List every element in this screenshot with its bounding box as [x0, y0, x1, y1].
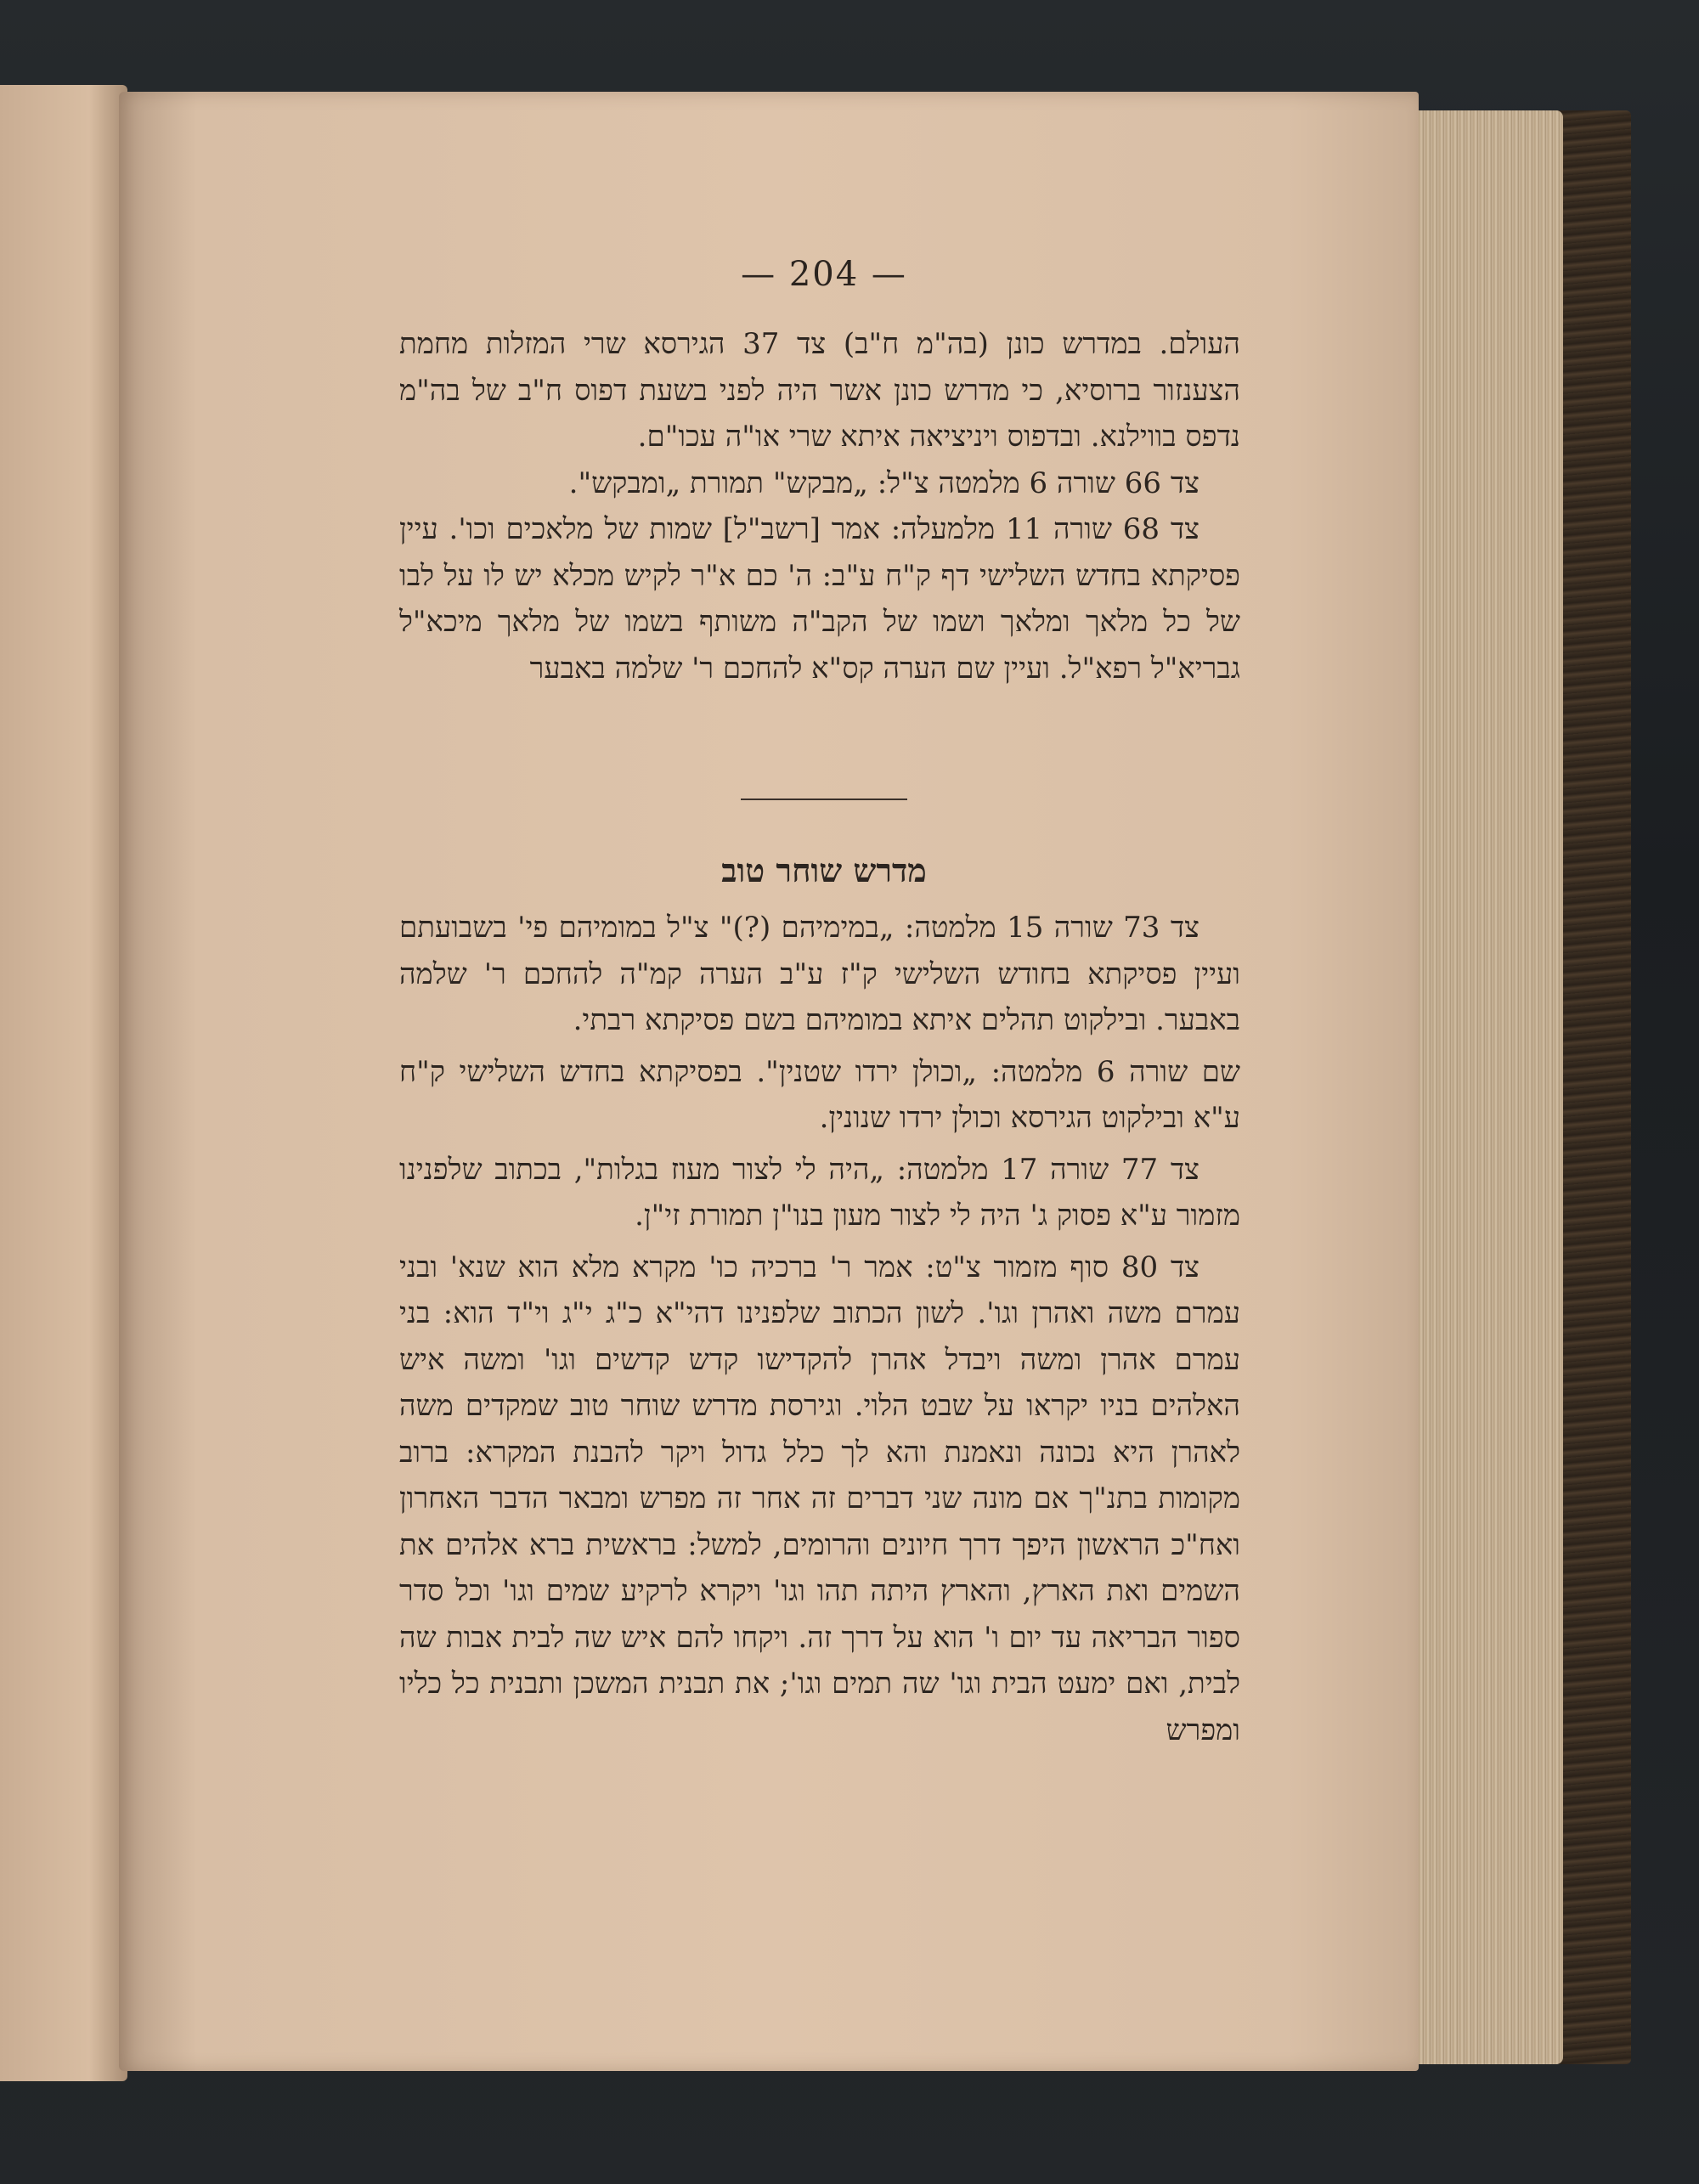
paragraph: צד 77 שורה 17 מלמטה: „היה לי לצור מעוז בגלות", בכתוב שלפנינו מזמור ע"א פסוק ג' היה לי לצור מעון בנו"ן תמורת זי"ן. — [399, 1152, 1240, 1233]
paragraph: שם שורה 6 מלמטה: „וכולן ירדו שטנין". בפסיקתא בחדש השלישי ק"ח ע"א ובילקוט הגירסא וכולן ירדו שנונין. — [399, 1054, 1240, 1135]
section-divider — [741, 799, 907, 800]
paragraph: צד 66 שורה 6 מלמטה צ"ל: „מבקש" תמורת „ומבקש". — [568, 466, 1199, 500]
paragraph: צד 73 שורה 15 מלמטה: „במימיהם (?)" צ"ל במומיהם פי' בשבועתם ועיין פסיקתא בחודש השלישי ק"ז ע"ב הערה קמ"ה להחכם ר' שלמה באבער. ובילקוט תהלים איתא במומיהם בשם פסיקתא רבתי. — [399, 911, 1240, 1037]
page-stack-edge — [1410, 110, 1563, 2064]
section-text — [399, 905, 1240, 1758]
paragraph: צד 68 שורה 11 מלמעלה: אמר [רשב"ל] שמות של מלאכים וכו'. עיין פסיקתא בחדש השלישי דף ק"ח ע"ב: ה' כם א"ר לקיש מכלא יש לו על לבו של כל מלאך ומלאך ושמו של הקב"ה משותף בשמו של מלאך מיכא"ל גבריא"ל רפא"ל. ועיין שם הערה קס"א להחכם ר' שלמה באבער — [399, 512, 1240, 686]
section-title: מדרש שוחר טוב — [721, 851, 927, 889]
paragraph: העולם. במדרש כונן (בה"מ ח"ב) צד 37 הגירסא שרי המזלות מחמת הצענזור ברוסיא, כי מדרש כונן אשר היה לפני בשעת דפוס ח"ב של בה"מ נדפס בווילנא. ובדפוס ויניציאה איתא שרי או"ה עכו"ם. — [399, 327, 1240, 454]
left-page-edge — [0, 85, 127, 2081]
page-number: — 204 — — [741, 255, 907, 294]
intro-text — [399, 321, 1240, 691]
paragraph: צד 80 סוף מזמור צ"ט: אמר ר' ברכיה כו' מקרא מלא הוא שנא' ובני עמרם משה ואהרן וגו'. לשון הכתוב שלפנינו דהי"א כ"ג י"ג וי"ד הוא: בני עמרם אהרן ומשה ויבדל אהרן להקדישו קדש קדשים וגו' ומשה איש האלהים בניו יקראו על שבט הלוי. וגירסת מדרש שוחר טוב שמקדים משה לאהרן היא נכונה ונאמנת והא לך כלל גדול ויקר להבנת המקרא: ברוב מקומות בתנ"ך אם מונה שני דברים זה אחר זה מפרש ומבאר הדבר האחרון ואח"כ הראשון היפך דרך חיונים והרומים, למשל: בראשית ברא אלהים את השמים ואת הארץ, והארץ היתה תהו וגו' ויקרא לרקיע שמים וגו' וכל סדר ספור הבריאה עד יום ו' הוא על דרך זה. ויקחו להם איש שה לבית אבות שה לבית, ואם ימעט הבית וגו' שה תמים וגו'; את תבנית המשכן ותבנית כל כליו ומפרש — [399, 1250, 1240, 1747]
